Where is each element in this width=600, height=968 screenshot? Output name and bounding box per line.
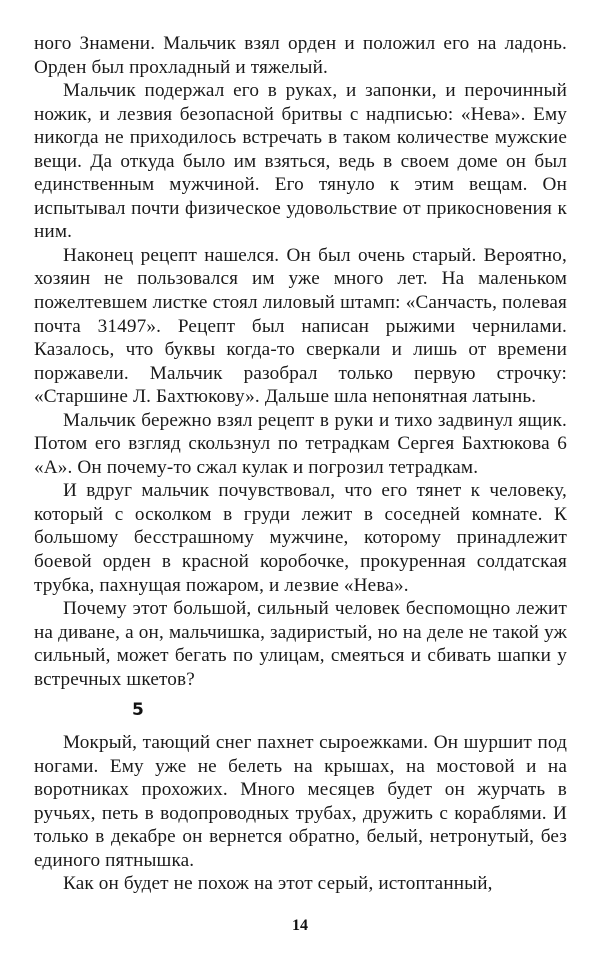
paragraph: Наконец рецепт нашелся. Он был очень старый. Вероятно, хозяин не пользовался им уже много лет. На маленьком пожелтевшем листке стоял лиловый штамп: «Санчасть, полевая почта 31497». Рецепт был написан рыжими чернилами. Казалось, что буквы когда-то сверкали и лишь от времени поржавели. Мальчик разобрал только первую строчку: «Старшине Л. Бахтюкову». Дальше шла непонятная латынь. [34, 244, 567, 408]
page-number: 14 [292, 917, 308, 934]
paragraph: Как он будет не похож на этот серый, истоптанный, [63, 873, 493, 895]
text-block-top [34, 32, 567, 691]
paragraph: Мальчик подержал его в руках, и запонки, и перочинный ножик, и лезвия безопасной бритвы с надписью: «Нева». Ему никогда не приходилось встречать в таком количестве мужские вещи. Да откуда было им взяться, ведь в своем доме он был единственным мужчиной. Его тянуло к этим вещам. Он испытывал почти физическое удовольствие от прикосновения к ним. [34, 80, 567, 243]
paragraph: И вдруг мальчик почувствовал, что его тянет к человеку, который с осколком в груди лежит в соседней комнате. К большому бесстрашному мужчине, которому принадлежит боевой орден в красной коробочке, прокуренная солдатская трубка, пахнущая пожаром, и лезвие «Нева». [34, 480, 567, 596]
paragraph: Мальчик бережно взял рецепт в руки и тихо задвинул ящик. Потом его взгляд скользнул по тетрадкам Сергея Бахтюкова 6 «А». Он почему-то сжал кулак и погрозил тетрадкам. [34, 409, 567, 478]
text-block-bottom [34, 731, 567, 896]
paragraph: Мокрый, тающий снег пахнет сыроежками. Он шуршит под ногами. Ему уже не белеть на крышах, на мостовой и на воротниках прохожих. Много месяцев будет он журчать в ручьях, петь в водопроводных трубах, дружить с кораблями. И только в декабре он вернется обратно, белый, нетронутый, без единого пятнышка. [34, 732, 567, 871]
chapter-number: 5 [132, 700, 144, 720]
paragraph: Почему этот большой, сильный человек беспомощно лежит на диване, а он, мальчишка, задиристый, но на деле не такой уж сильный, может бегать по улицам, смеяться и сбивать шапки у встречных шкетов? [34, 598, 567, 690]
paragraph-continued: ного Знамени. Мальчик взял орден и положил его на ладонь. Орден был прохладный и тяжелый. [34, 33, 567, 78]
